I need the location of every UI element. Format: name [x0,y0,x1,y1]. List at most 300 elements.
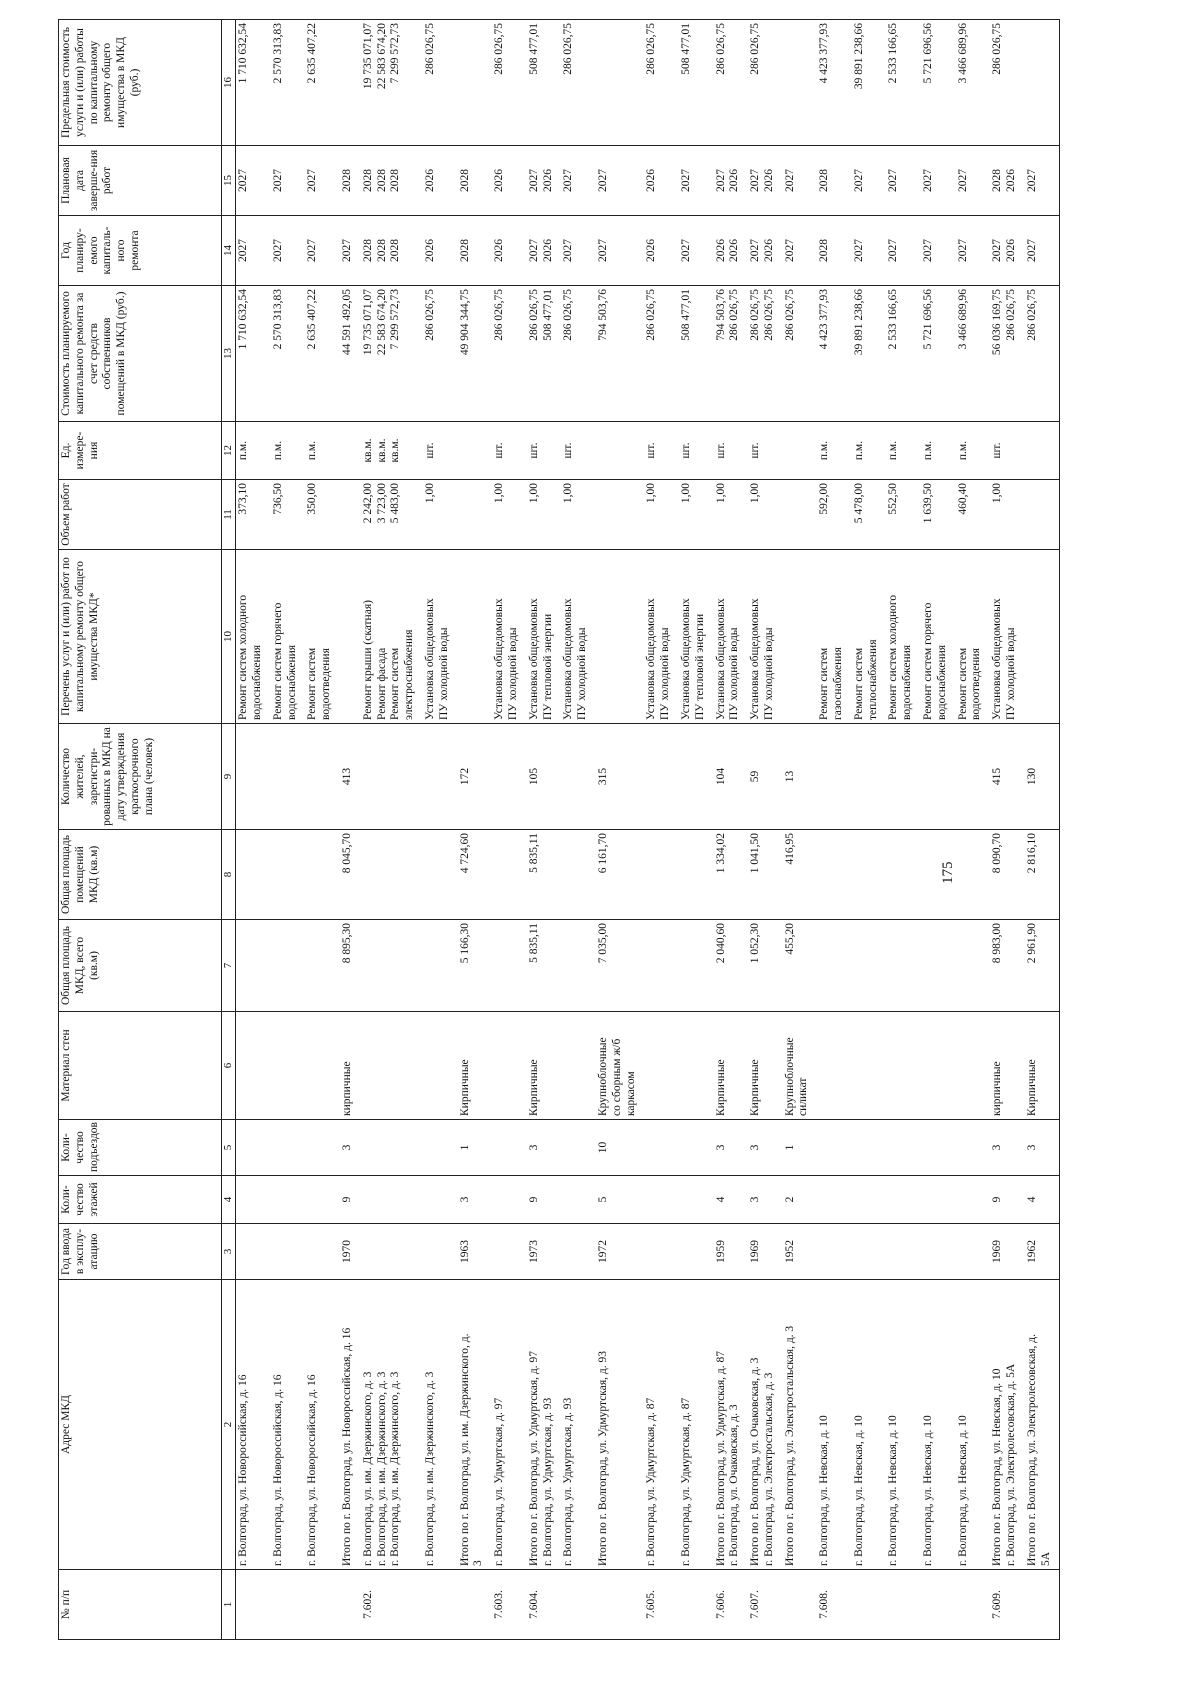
row-number: 7.602. [361,1570,423,1640]
table-row [921,20,956,1640]
table-row [458,20,493,1640]
cost-cell: 2 635 407,22 [305,286,340,422]
table-row [886,20,921,1640]
table-row [956,20,991,1640]
address-cell: Итого по г. Волгоград, ул. Удмуртская, д. 97 г. Волгоград, ул. Удмуртская, д. 93 [527,1280,562,1570]
wall-material-cell: Кирпичные [1025,1012,1060,1120]
floors-cell [644,1176,679,1224]
floors-cell [886,1176,921,1224]
limit-cost-cell: 39 891 238,66 [852,20,887,146]
floors-cell [236,1176,271,1224]
total-area-cell: 1 052,30 [748,920,783,1012]
volume-cell: 1,00 [561,480,596,550]
premises-area-cell [886,830,921,920]
col-number: 13 [222,286,236,422]
volume-cell [596,480,644,550]
floors-cell [921,1176,956,1224]
work-list-cell: Установка общедомовых ПУ холодной воды [644,550,679,724]
cost-cell: 286 026,75 508 477,01 [527,286,562,422]
work-list-cell: Ремонт крыши (скатная) Ремонт фасада Ремонт систем электроснабжения [361,550,423,724]
plan-year-cell: 2027 [921,216,956,286]
residents-cell [271,724,306,830]
table-row [305,20,340,1640]
work-list-cell: Ремонт систем водоотведения [305,550,340,724]
residents-cell: 172 [458,724,493,830]
year-cell: 1969 [990,1224,1025,1280]
col-header: Коли-чество подъездов [59,1120,222,1176]
entrances-cell [852,1120,887,1176]
cost-cell: 39 891 238,66 [852,286,887,422]
col-header: Объем работ [59,480,222,550]
completion-year-cell: 2027 [236,146,271,216]
premises-area-cell: 416,95 [783,830,818,920]
entrances-cell: 3 [714,1120,749,1176]
entrances-cell [561,1120,596,1176]
volume-cell [1025,480,1060,550]
floors-cell: 3 [458,1176,493,1224]
floors-cell [561,1176,596,1224]
plan-year-cell: 2027 [271,216,306,286]
residents-cell [361,724,423,830]
floors-cell [271,1176,306,1224]
col-number: 5 [222,1120,236,1176]
volume-cell [340,480,361,550]
wall-material-cell [492,1012,527,1120]
residents-cell [886,724,921,830]
total-area-cell [561,920,596,1012]
col-header: Стоимость планируемого капитального ремонта за счет средств собственников помещений в МКД (руб.) [59,286,222,422]
col-header: Общая площадь МКД, всего (кв.м) [59,920,222,1012]
residents-cell: 413 [340,724,361,830]
volume-cell: 736,50 [271,480,306,550]
entrances-cell: 3 [527,1120,562,1176]
cost-cell: 794 503,76 286 026,75 [714,286,749,422]
limit-cost-cell: 286 026,75 [644,20,679,146]
cost-cell: 44 591 492,05 [340,286,361,422]
address-cell: г. Волгоград, ул. Удмуртская, д. 87 [679,1280,714,1570]
plan-year-cell: 2027 [561,216,596,286]
col-number: 6 [222,1012,236,1120]
unit-cell: п.м. [886,422,921,480]
unit-cell: п.м. [305,422,340,480]
volume-cell: 552,50 [886,480,921,550]
year-cell [886,1224,921,1280]
total-area-cell [886,920,921,1012]
year-cell: 1963 [458,1224,493,1280]
limit-cost-cell: 2 635 407,22 [305,20,340,146]
year-cell: 1970 [340,1224,361,1280]
limit-cost-cell: 5 721 696,56 [921,20,956,146]
wall-material-cell [236,1012,271,1120]
volume-cell: 2 242,00 3 723,00 5 483,00 [361,480,423,550]
row-number [783,1570,818,1640]
volume-cell: 592,00 [817,480,852,550]
year-cell [817,1224,852,1280]
wall-material-cell [817,1012,852,1120]
col-number: 2 [222,1280,236,1570]
cost-cell: 794 503,76 [596,286,644,422]
unit-cell [596,422,644,480]
plan-year-cell: 2027 [236,216,271,286]
plan-year-cell: 2026 2026 [714,216,749,286]
total-area-cell: 2 961,90 [1025,920,1060,1012]
address-cell: Итого по г. Волгоград, ул. Удмуртская, д. 87 г. Волгоград, ул. Очаковская, д. 3 [714,1280,749,1570]
residents-cell [852,724,887,830]
residents-cell: 13 [783,724,818,830]
row-number [236,1570,271,1640]
premises-area-cell [423,830,458,920]
cost-cell: 286 026,75 [783,286,818,422]
table-row [679,20,714,1640]
work-list-cell: Установка общедомовых ПУ холодной воды [423,550,458,724]
total-area-cell [679,920,714,1012]
wall-material-cell [644,1012,679,1120]
entrances-cell [886,1120,921,1176]
table-row [271,20,306,1640]
completion-year-cell: 2027 [783,146,818,216]
plan-year-cell: 2027 2026 [527,216,562,286]
col-header: Предельная стоимость услуги и (или) работы по капитальному ремонту общего имущества в МКД (руб.) [59,20,222,146]
year-cell [236,1224,271,1280]
row-number [271,1570,306,1640]
completion-year-cell: 2027 [305,146,340,216]
plan-year-cell: 2027 2026 [748,216,783,286]
total-area-cell: 8 983,00 [990,920,1025,1012]
residents-cell [492,724,527,830]
completion-year-cell: 2026 [492,146,527,216]
completion-year-cell: 2028 [340,146,361,216]
volume-cell: 460,40 [956,480,991,550]
unit-cell: шт. [748,422,783,480]
address-cell: г. Волгоград, ул. Невская, д. 10 [817,1280,852,1570]
row-number [679,1570,714,1640]
volume-cell: 1,00 [527,480,562,550]
table-row [423,20,458,1640]
unit-cell: п.м. [852,422,887,480]
limit-cost-cell: 286 026,75 [714,20,749,146]
col-header: Общая площадь помещений МКД (кв.м) [59,830,222,920]
total-area-cell [817,920,852,1012]
wall-material-cell [886,1012,921,1120]
premises-area-cell: 5 835,11 [527,830,562,920]
table-row [748,20,783,1640]
wall-material-cell: Кирпичные [458,1012,493,1120]
col-header: Перечень услуг и (или) работ по капитальному ремонту общего имущества МКД* [59,550,222,724]
completion-year-cell: 2027 [271,146,306,216]
entrances-cell [271,1120,306,1176]
residents-cell: 105 [527,724,562,830]
volume-cell: 373,10 [236,480,271,550]
cost-cell: 286 026,75 [492,286,527,422]
residents-cell: 59 [748,724,783,830]
year-cell [852,1224,887,1280]
unit-cell: шт. [561,422,596,480]
work-list-cell [1025,550,1060,724]
work-list-cell: Ремонт систем горячего водоснабжения [921,550,956,724]
premises-area-cell [236,830,271,920]
row-number: 7.605. [644,1570,679,1640]
total-area-cell: 8 895,30 [340,920,361,1012]
wall-material-cell [361,1012,423,1120]
completion-year-cell: 2027 2026 [748,146,783,216]
volume-cell: 1,00 [679,480,714,550]
wall-material-cell: Крупноблочные со сборным ж/б каркасом [596,1012,644,1120]
table-row [852,20,887,1640]
plan-year-cell: 2028 [458,216,493,286]
wall-material-cell: Кирпичные [748,1012,783,1120]
col-number: 10 [222,550,236,724]
residents-cell [561,724,596,830]
address-cell: г. Волгоград, ул. Удмуртская, д. 87 [644,1280,679,1570]
residents-cell [956,724,991,830]
limit-cost-cell: 508 477,01 [679,20,714,146]
year-cell: 1959 [714,1224,749,1280]
residents-cell [644,724,679,830]
col-header: № п/п [59,1570,222,1640]
entrances-cell [817,1120,852,1176]
cost-cell: 508 477,01 [679,286,714,422]
total-area-cell [852,920,887,1012]
plan-year-cell: 2027 [596,216,644,286]
limit-cost-cell [458,20,493,146]
completion-year-cell: 2027 [1025,146,1060,216]
floors-cell [852,1176,887,1224]
total-area-cell: 5 166,30 [458,920,493,1012]
volume-cell: 1,00 [714,480,749,550]
volume-cell: 5 478,00 [852,480,887,550]
table-row [361,20,423,1640]
wall-material-cell [561,1012,596,1120]
unit-cell: шт. [679,422,714,480]
plan-year-cell: 2028 [817,216,852,286]
completion-year-cell: 2027 [886,146,921,216]
premises-area-cell: 4 724,60 [458,830,493,920]
address-cell: г. Волгоград, ул. Невская, д. 10 [921,1280,956,1570]
completion-year-cell: 2027 2026 [714,146,749,216]
cost-cell: 56 036 169,75 286 026,75 [990,286,1025,422]
col-number: 4 [222,1176,236,1224]
entrances-cell: 3 [1025,1120,1060,1176]
year-cell [679,1224,714,1280]
row-number [305,1570,340,1640]
work-list-cell [596,550,644,724]
floors-cell: 4 [714,1176,749,1224]
table-row [817,20,852,1640]
limit-cost-cell: 286 026,75 [423,20,458,146]
year-cell: 1969 [748,1224,783,1280]
completion-year-cell: 2027 [956,146,991,216]
limit-cost-cell [340,20,361,146]
volume-cell: 1,00 [748,480,783,550]
volume-cell [458,480,493,550]
col-header: Год планиру-емого капиталь-ного ремонта [59,216,222,286]
residents-cell [236,724,271,830]
address-cell: Итого по г. Волгоград, ул. им. Дзержинского, д. 3 [458,1280,493,1570]
wall-material-cell [423,1012,458,1120]
work-list-cell: Ремонт систем теплоснабжения [852,550,887,724]
table-row [236,20,271,1640]
entrances-cell: 1 [783,1120,818,1176]
address-cell: г. Волгоград, ул. Удмуртская, д. 97 [492,1280,527,1570]
plan-year-cell: 2026 [423,216,458,286]
col-number: 9 [222,724,236,830]
plan-year-cell: 2027 2026 [990,216,1025,286]
limit-cost-cell: 286 026,75 [492,20,527,146]
table-row [492,20,527,1640]
cost-cell: 286 026,75 [644,286,679,422]
address-cell: Итого по г. Волгоград, ул. Электролесовская, д. 5А [1025,1280,1060,1570]
unit-cell: шт. [492,422,527,480]
volume-cell: 1,00 [492,480,527,550]
col-number: 12 [222,422,236,480]
table-body [236,20,1060,1640]
unit-cell: шт. [714,422,749,480]
limit-cost-cell: 286 026,75 [561,20,596,146]
unit-cell: п.м. [817,422,852,480]
cost-cell: 286 026,75 [423,286,458,422]
unit-cell: кв.м. кв.м. кв.м. [361,422,423,480]
premises-area-cell [305,830,340,920]
row-number [921,1570,956,1640]
premises-area-cell [921,830,956,920]
completion-year-cell: 2028 [817,146,852,216]
work-list-cell: Ремонт систем горячего водоснабжения [271,550,306,724]
limit-cost-cell: 508 477,01 [527,20,562,146]
col-header: Коли-чество этажей [59,1176,222,1224]
residents-cell: 315 [596,724,644,830]
row-number [561,1570,596,1640]
completion-year-cell: 2027 [596,146,644,216]
wall-material-cell: Крупноблочные силикат [783,1012,818,1120]
entrances-cell: 3 [748,1120,783,1176]
table-row [1025,20,1060,1640]
limit-cost-cell [783,20,818,146]
address-cell: г. Волгоград, ул. Новороссийская, д. 16 [236,1280,271,1570]
volume-cell [783,480,818,550]
unit-cell [458,422,493,480]
limit-cost-cell [596,20,644,146]
total-area-cell [305,920,340,1012]
cost-cell: 286 026,75 [561,286,596,422]
wall-material-cell [305,1012,340,1120]
completion-year-cell: 2027 2026 [527,146,562,216]
year-cell: 1962 [1025,1224,1060,1280]
limit-cost-cell: 1 710 632,54 [236,20,271,146]
limit-cost-cell: 2 570 313,83 [271,20,306,146]
work-list-cell: Ремонт систем газоснабжения [817,550,852,724]
entrances-cell [361,1120,423,1176]
entrances-cell: 1 [458,1120,493,1176]
volume-cell: 1,00 [644,480,679,550]
premises-area-cell: 8 045,70 [340,830,361,920]
row-number: 7.606. [714,1570,749,1640]
year-cell: 1973 [527,1224,562,1280]
wall-material-cell [271,1012,306,1120]
residents-cell [305,724,340,830]
premises-area-cell [852,830,887,920]
col-number: 1 [222,1570,236,1640]
completion-year-cell: 2026 [423,146,458,216]
entrances-cell [423,1120,458,1176]
premises-area-cell: 1 334,02 [714,830,749,920]
address-cell: г. Волгоград, ул. Удмуртская, д. 93 [561,1280,596,1570]
premises-area-cell [817,830,852,920]
total-area-cell: 5 835,11 [527,920,562,1012]
address-cell: г. Волгоград, ул. Невская, д. 10 [852,1280,887,1570]
work-list-cell: Установка общедомовых ПУ тепловой энергии [527,550,562,724]
residents-cell: 415 [990,724,1025,830]
address-cell: г. Волгоград, ул. им. Дзержинского, д. 3 [423,1280,458,1570]
year-cell [492,1224,527,1280]
floors-cell: 9 [340,1176,361,1224]
premises-area-cell: 6 161,70 [596,830,644,920]
col-header: Год ввода в эксплу-атацию [59,1224,222,1280]
completion-year-cell: 2027 [679,146,714,216]
unit-cell: п.м. [921,422,956,480]
cost-cell: 286 026,75 286 026,75 [748,286,783,422]
cost-cell: 2 570 313,83 [271,286,306,422]
page-number: 175 [940,861,956,884]
residents-cell [679,724,714,830]
unit-cell [340,422,361,480]
wall-material-cell: кирпичные [990,1012,1025,1120]
col-header: Количество жителей, зарегистри-рованных в МКД на дату утверждения краткосрочного плана (человек) [59,724,222,830]
entrances-cell [921,1120,956,1176]
floors-cell [423,1176,458,1224]
plan-year-cell: 2027 [340,216,361,286]
address-cell: г. Волгоград, ул. Новороссийская, д. 16 [271,1280,306,1570]
col-number: 8 [222,830,236,920]
table-row [990,20,1025,1640]
col-number: 11 [222,480,236,550]
floors-cell: 9 [990,1176,1025,1224]
column-number-row [222,20,236,1640]
total-area-cell [423,920,458,1012]
limit-cost-cell: 2 533 166,65 [886,20,921,146]
wall-material-cell: Кирпичные [714,1012,749,1120]
work-list-cell: Установка общедомовых ПУ холодной воды [990,550,1025,724]
residents-cell [423,724,458,830]
entrances-cell [679,1120,714,1176]
col-number: 3 [222,1224,236,1280]
volume-cell: 1 639,50 [921,480,956,550]
plan-year-cell: 2027 [305,216,340,286]
address-cell: г. Волгоград, ул. им. Дзержинского, д. 3 г. Волгоград, ул. им. Дзержинского, д. 3 г. Волгоград, ул. им. Дзержинского, д. 3 [361,1280,423,1570]
total-area-cell [644,920,679,1012]
plan-year-cell: 2028 2028 2028 [361,216,423,286]
col-number: 7 [222,920,236,1012]
limit-cost-cell: 19 735 071,07 22 583 674,20 7 299 572,73 [361,20,423,146]
volume-cell: 1,00 [423,480,458,550]
residents-cell [817,724,852,830]
row-number [423,1570,458,1640]
year-cell [271,1224,306,1280]
row-number: 7.609. [990,1570,1025,1640]
table-row [714,20,749,1640]
floors-cell [361,1176,423,1224]
plan-year-cell: 2026 [644,216,679,286]
wall-material-cell: Кирпичные [527,1012,562,1120]
plan-year-cell: 2027 [852,216,887,286]
total-area-cell: 7 035,00 [596,920,644,1012]
residents-cell: 104 [714,724,749,830]
floors-cell [492,1176,527,1224]
premises-area-cell [492,830,527,920]
address-cell: г. Волгоград, ул. Невская, д. 10 [886,1280,921,1570]
wall-material-cell [852,1012,887,1120]
floors-cell [679,1176,714,1224]
completion-year-cell: 2028 [458,146,493,216]
